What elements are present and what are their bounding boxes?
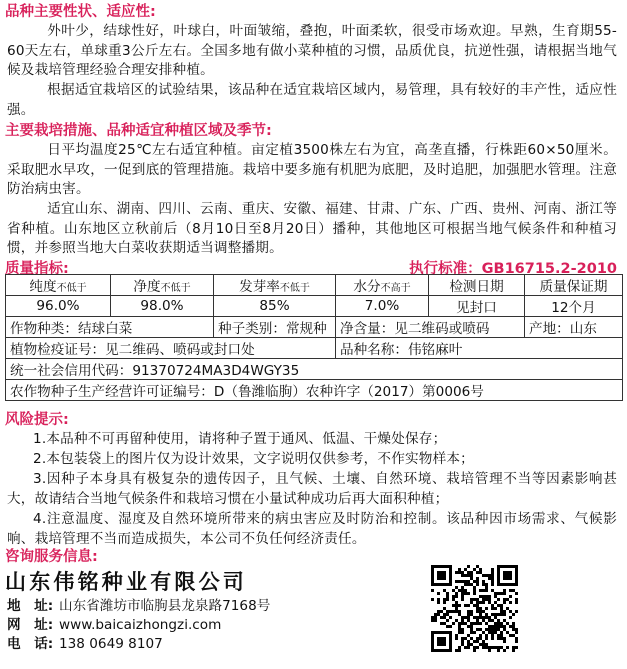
quality-header-row — [6, 275, 623, 296]
cleanliness-header: 净度不低于 — [111, 275, 214, 296]
traits-heading: 品种主要性状、适应性: — [5, 4, 156, 20]
traits-paragraph-2: 根据适宜栽培区的试验结果，该品种在适宜栽培区域内，易管理，具有较好的丰产性，适应性强。 — [7, 82, 617, 118]
risk-item-3: 3.因种子本身具有极复杂的遗传因子，且气候、土壤、自然环境、栽培管理不当等因素影响甚大，故请结合当地气候条件和栽培习惯在小量试种成功后再大面积种植； — [7, 471, 617, 507]
germination-value: 85% — [214, 296, 336, 317]
seed-type: 种子类别：常规种 — [214, 317, 336, 338]
quality-table — [5, 274, 623, 401]
purity-header: 纯度不低于 — [6, 275, 111, 296]
origin: 产地：山东 — [525, 317, 623, 338]
crop-type: 作物种类：结球白菜 — [6, 317, 214, 338]
cultivation-paragraph-1: 日平均温度25℃左右适宜种植。亩定植3500株左右为宜，高垄直播，行株距60×50厘米。采取肥水早攻，一促到底的管理措施。栽培中要多施有机肥为底肥，及时追肥，加强肥水管理。注意防治病虫害。 — [7, 142, 617, 198]
contact-heading: 咨询服务信息: — [5, 549, 98, 565]
website-link[interactable]: www.baicaizhongzi.com — [59, 617, 222, 633]
moisture-value: 7.0% — [336, 296, 429, 317]
quarantine-cert: 植物检疫证号：见二维码、喷码或封口处 — [6, 338, 336, 359]
risk-item-2: 2.本包装袋上的图片仅为设计效果，文字说明仅供参考，不作实物样本； — [33, 451, 474, 467]
product-info-row — [6, 317, 623, 338]
traits-paragraph-1: 外叶少，结球性好，叶球白，叶面皱缩，叠抱，叶面柔软，很受市场欢迎。早熟，生育期55-60天左右，单球重3公斤左右。全国多地有做小菜种植的习惯，品质优良，抗逆性强，请根据当地气候及栽培管理经验合理安排种植。 — [7, 23, 617, 79]
phone-line: 电 话: 138 0649 8107 — [7, 636, 163, 652]
address-line: 地 址: 山东省潍坊市临朐县龙泉路7168号 — [7, 598, 271, 614]
warranty-header: 质量保证期 — [525, 275, 623, 296]
risk-heading: 风险提示: — [5, 412, 69, 428]
phone-number[interactable]: 138 0649 8107 — [59, 636, 163, 652]
website-line: 网 址: www.baicaizhongzi.com — [7, 617, 222, 633]
cleanliness-value: 98.0% — [111, 296, 214, 317]
quality-heading: 质量指标: — [5, 261, 69, 277]
credit-code: 统一社会信用代码：91370724MA3D4WGY35 — [6, 359, 623, 380]
germination-header: 发芽率不低于 — [214, 275, 336, 296]
warranty-value: 12个月 — [525, 296, 623, 317]
production-license: 农作物种子生产经营许可证编号：D（鲁潍临朐）农种许字（2017）第0006号 — [6, 380, 623, 401]
risk-item-1: 1.本品种不可再留种使用，请将种子置于通风、低温、干燥处保存； — [33, 431, 447, 447]
qr-code-icon[interactable] — [431, 565, 518, 652]
credit-row — [6, 359, 623, 380]
company-name: 山东伟铭种业有限公司 — [5, 569, 247, 594]
risk-item-4: 4.注意温度、湿度及自然环境所带来的病虫害应及时防治和控制。该品种因市场需求、气候影响、栽培管理不当而造成损失，本公司不负任何经济责任。 — [7, 511, 617, 547]
test-date-header: 检测日期 — [429, 275, 525, 296]
cultivation-heading: 主要栽培措施、品种适宜种植区域及季节: — [5, 123, 272, 139]
quality-value-row — [6, 296, 623, 317]
cultivation-paragraph-2: 适宜山东、湖南、四川、云南、重庆、安徽、福建、甘肃、广东、广西、贵州、河南、浙江等省种植。山东地区立秋前后（8月10日至8月20日）播种，其他地区可根据当地气候条件和种植习惯，并参照当地大白菜收获期适当调整播期。 — [7, 201, 617, 257]
variety-name: 品种名称：伟铭麻叶 — [336, 338, 623, 359]
purity-value: 96.0% — [6, 296, 111, 317]
license-row — [6, 380, 623, 401]
test-date-value: 见封口 — [429, 296, 525, 317]
execution-standard: 执行标准：GB16715.2-2010 — [409, 261, 617, 277]
net-content: 净含量：见二维码或喷码 — [336, 317, 525, 338]
quarantine-row — [6, 338, 623, 359]
moisture-header: 水分不高于 — [336, 275, 429, 296]
